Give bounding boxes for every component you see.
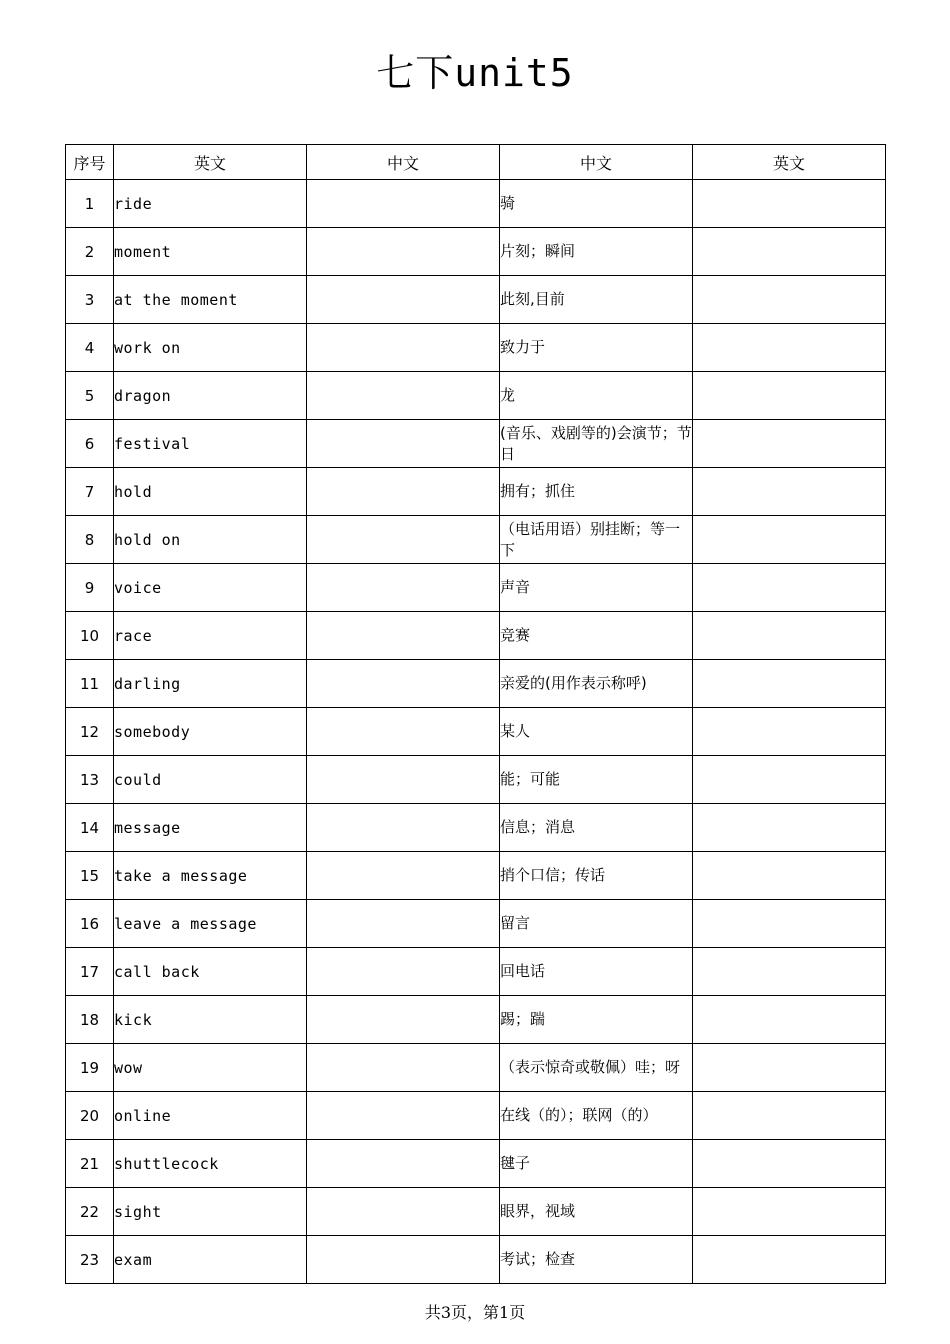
english-word: call back [114, 948, 307, 996]
row-number: 16 [66, 900, 114, 948]
row-number: 23 [66, 1236, 114, 1284]
english-answer-cell[interactable] [693, 1188, 886, 1236]
chinese-answer-cell[interactable] [307, 1140, 500, 1188]
row-number: 6 [66, 420, 114, 468]
header-index: 序号 [66, 145, 114, 180]
table-row [66, 900, 886, 948]
chinese-answer-cell[interactable] [307, 948, 500, 996]
row-number: 14 [66, 804, 114, 852]
row-number: 2 [66, 228, 114, 276]
english-answer-cell[interactable] [693, 996, 886, 1044]
chinese-meaning: 捎个口信；传话 [500, 852, 693, 900]
english-answer-cell[interactable] [693, 708, 886, 756]
row-number: 4 [66, 324, 114, 372]
chinese-answer-cell[interactable] [307, 660, 500, 708]
chinese-meaning: 骑 [500, 180, 693, 228]
english-answer-cell[interactable] [693, 420, 886, 468]
row-number: 19 [66, 1044, 114, 1092]
english-word: wow [114, 1044, 307, 1092]
english-answer-cell[interactable] [693, 180, 886, 228]
header-chinese: 中文 [500, 145, 693, 180]
chinese-meaning: （电话用语）别挂断；等一下 [500, 516, 693, 564]
english-answer-cell[interactable] [693, 276, 886, 324]
english-word: dragon [114, 372, 307, 420]
table-row [66, 1236, 886, 1284]
chinese-answer-cell[interactable] [307, 852, 500, 900]
chinese-meaning: (音乐、戏剧等的)会演节；节日 [500, 420, 693, 468]
chinese-meaning: 能；可能 [500, 756, 693, 804]
english-word: take a message [114, 852, 307, 900]
row-number: 8 [66, 516, 114, 564]
table-row [66, 180, 886, 228]
chinese-answer-cell[interactable] [307, 756, 500, 804]
table-row [66, 1188, 886, 1236]
chinese-answer-cell[interactable] [307, 708, 500, 756]
table-row [66, 468, 886, 516]
chinese-meaning: 踢；踹 [500, 996, 693, 1044]
chinese-answer-cell[interactable] [307, 1188, 500, 1236]
chinese-meaning: 考试；检查 [500, 1236, 693, 1284]
table-row [66, 420, 886, 468]
english-answer-cell[interactable] [693, 756, 886, 804]
chinese-meaning: 毽子 [500, 1140, 693, 1188]
english-answer-cell[interactable] [693, 1092, 886, 1140]
table-row [66, 324, 886, 372]
chinese-answer-cell[interactable] [307, 180, 500, 228]
english-word: voice [114, 564, 307, 612]
row-number: 21 [66, 1140, 114, 1188]
vocabulary-table [65, 144, 886, 1284]
row-number: 13 [66, 756, 114, 804]
english-answer-cell[interactable] [693, 228, 886, 276]
english-answer-cell[interactable] [693, 372, 886, 420]
english-word: online [114, 1092, 307, 1140]
english-word: message [114, 804, 307, 852]
english-answer-cell[interactable] [693, 516, 886, 564]
header-english-blank: 英文 [693, 145, 886, 180]
chinese-meaning: 声音 [500, 564, 693, 612]
chinese-answer-cell[interactable] [307, 1044, 500, 1092]
english-word: hold [114, 468, 307, 516]
chinese-meaning: 某人 [500, 708, 693, 756]
table-row [66, 948, 886, 996]
chinese-meaning: （表示惊奇或敬佩）哇；呀 [500, 1044, 693, 1092]
table-row [66, 660, 886, 708]
english-word: hold on [114, 516, 307, 564]
chinese-answer-cell[interactable] [307, 564, 500, 612]
row-number: 20 [66, 1092, 114, 1140]
table-row [66, 996, 886, 1044]
english-word: leave a message [114, 900, 307, 948]
row-number: 11 [66, 660, 114, 708]
row-number: 15 [66, 852, 114, 900]
row-number: 3 [66, 276, 114, 324]
chinese-meaning: 拥有；抓住 [500, 468, 693, 516]
table-row [66, 612, 886, 660]
english-answer-cell[interactable] [693, 804, 886, 852]
english-word: moment [114, 228, 307, 276]
table-row [66, 516, 886, 564]
english-word: somebody [114, 708, 307, 756]
chinese-answer-cell[interactable] [307, 804, 500, 852]
page-footer: 共3页，第1页 [424, 1303, 526, 1322]
english-word: darling [114, 660, 307, 708]
table-row [66, 756, 886, 804]
chinese-answer-cell[interactable] [307, 996, 500, 1044]
chinese-meaning: 亲爱的(用作表示称呼) [500, 660, 693, 708]
chinese-answer-cell[interactable] [307, 420, 500, 468]
chinese-meaning: 片刻；瞬间 [500, 228, 693, 276]
header-chinese-blank: 中文 [307, 145, 500, 180]
chinese-meaning: 此刻,目前 [500, 276, 693, 324]
english-word: race [114, 612, 307, 660]
english-answer-cell[interactable] [693, 1236, 886, 1284]
english-answer-cell[interactable] [693, 612, 886, 660]
chinese-answer-cell[interactable] [307, 468, 500, 516]
chinese-meaning: 龙 [500, 372, 693, 420]
row-number: 18 [66, 996, 114, 1044]
english-answer-cell[interactable] [693, 468, 886, 516]
chinese-meaning: 眼界，视域 [500, 1188, 693, 1236]
row-number: 22 [66, 1188, 114, 1236]
english-answer-cell[interactable] [693, 852, 886, 900]
header-row [66, 145, 886, 180]
header-english: 英文 [114, 145, 307, 180]
english-word: at the moment [114, 276, 307, 324]
table-row [66, 1092, 886, 1140]
table-row [66, 804, 886, 852]
chinese-answer-cell[interactable] [307, 900, 500, 948]
chinese-answer-cell[interactable] [307, 1236, 500, 1284]
row-number: 9 [66, 564, 114, 612]
chinese-meaning: 留言 [500, 900, 693, 948]
chinese-answer-cell[interactable] [307, 516, 500, 564]
chinese-meaning: 在线（的）；联网（的） [500, 1092, 693, 1140]
row-number: 7 [66, 468, 114, 516]
english-answer-cell[interactable] [693, 564, 886, 612]
table-row [66, 1140, 886, 1188]
chinese-meaning: 回电话 [500, 948, 693, 996]
row-number: 5 [66, 372, 114, 420]
english-word: work on [114, 324, 307, 372]
english-word: exam [114, 1236, 307, 1284]
chinese-answer-cell[interactable] [307, 372, 500, 420]
table-row [66, 228, 886, 276]
row-number: 10 [66, 612, 114, 660]
chinese-answer-cell[interactable] [307, 324, 500, 372]
english-word: sight [114, 1188, 307, 1236]
table-row [66, 276, 886, 324]
chinese-meaning: 竞赛 [500, 612, 693, 660]
english-answer-cell[interactable] [693, 1044, 886, 1092]
english-word: kick [114, 996, 307, 1044]
chinese-answer-cell[interactable] [307, 612, 500, 660]
table-row [66, 708, 886, 756]
english-answer-cell[interactable] [693, 324, 886, 372]
chinese-meaning: 致力于 [500, 324, 693, 372]
english-word: ride [114, 180, 307, 228]
english-answer-cell[interactable] [693, 660, 886, 708]
chinese-meaning: 信息；消息 [500, 804, 693, 852]
english-word: festival [114, 420, 307, 468]
chinese-answer-cell[interactable] [307, 1092, 500, 1140]
table-row [66, 372, 886, 420]
english-answer-cell[interactable] [693, 948, 886, 996]
page-title: 七下unit5 [376, 51, 574, 95]
row-number: 17 [66, 948, 114, 996]
chinese-answer-cell[interactable] [307, 228, 500, 276]
table-row [66, 564, 886, 612]
row-number: 1 [66, 180, 114, 228]
table-row [66, 1044, 886, 1092]
english-word: shuttlecock [114, 1140, 307, 1188]
table-row [66, 852, 886, 900]
english-word: could [114, 756, 307, 804]
chinese-answer-cell[interactable] [307, 276, 500, 324]
row-number: 12 [66, 708, 114, 756]
english-answer-cell[interactable] [693, 900, 886, 948]
english-answer-cell[interactable] [693, 1140, 886, 1188]
